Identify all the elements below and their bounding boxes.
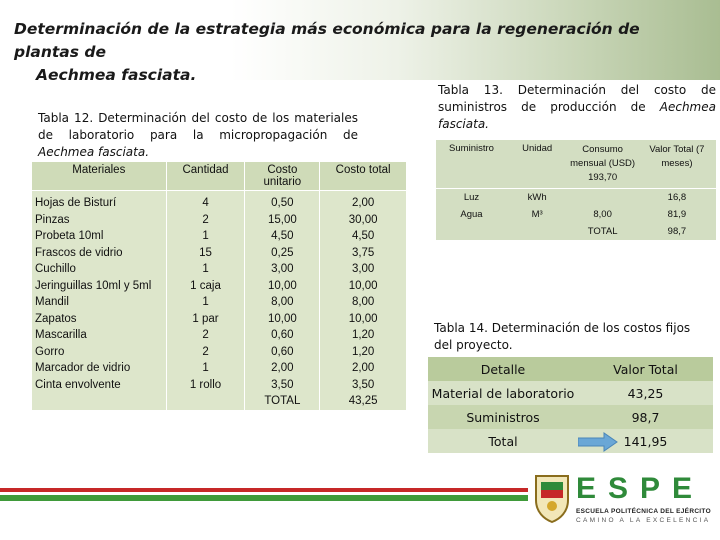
footer-bars: [0, 488, 528, 502]
espe-logo-subtitle: ESCUELA POLITÉCNICA DEL EJÉRCITO: [576, 508, 711, 515]
table-cell: 1: [202, 263, 209, 275]
table-cell: 8,00: [351, 296, 375, 308]
table14-material-detalle: Material de laboratorio: [431, 385, 575, 401]
table-cell: 0,50: [271, 197, 294, 209]
table-cell: 3,00: [271, 263, 294, 275]
table13-agua-consumo: 8,00: [593, 209, 612, 220]
table-cell: 1: [202, 230, 209, 242]
table-cell: 2,00: [351, 362, 375, 374]
table-cell: 1 rollo: [189, 378, 222, 391]
table14-header-detalle: Detalle: [480, 361, 526, 377]
table13-header-row: [436, 140, 716, 189]
table-cell: 8,00: [271, 296, 294, 308]
table12-materials-column: [32, 191, 166, 410]
table14-suministros-detalle: Suministros: [466, 409, 540, 425]
table12-header-costo-total: Costo total: [320, 162, 406, 191]
table-row: [428, 381, 713, 405]
table12-body: [32, 191, 406, 410]
table-cell: 1,20: [351, 329, 375, 341]
espe-logo: [528, 470, 718, 530]
table14-suministros-valor: 98,7: [631, 409, 660, 425]
table-cell: 1 par: [192, 312, 219, 325]
table13-agua-valor: 81,9: [667, 209, 687, 220]
table13-header-valor: Valor Total (7 meses): [638, 140, 716, 189]
slide-title: [14, 18, 664, 87]
table14-total-valor: 141,95: [623, 433, 668, 449]
table-cell: 1,20: [351, 345, 375, 358]
table-cell: 2,00: [271, 362, 294, 374]
table-cell: 2,00: [351, 197, 375, 209]
table-cell: 4,50: [271, 230, 294, 242]
table13-luz-consumo: 193,70: [588, 172, 618, 183]
table-cell: Pinzas: [35, 213, 70, 226]
table13-header-consumo-text: Consumo mensual (USD): [570, 144, 636, 169]
materials-table: [32, 162, 406, 410]
table-cell: 3,75: [351, 246, 375, 259]
table-row: [436, 189, 716, 207]
fixed-costs-table: [428, 357, 713, 453]
table13-total-value: 98,7: [667, 226, 687, 237]
table-row: [428, 405, 713, 429]
table-cell: 15: [199, 246, 212, 259]
footer-green-bar: [0, 495, 528, 501]
espe-shield-icon: [532, 472, 572, 524]
table12-caption-species: Aechmea fasciata.: [38, 145, 150, 159]
table12-unit-cost-column: [245, 191, 320, 410]
table-cell: Cinta envolvente: [35, 378, 121, 391]
table-cell: Marcador de vidrio: [35, 362, 131, 374]
table-cell: Jeringuillas 10ml y 5ml: [35, 279, 152, 292]
table-cell: [567, 189, 637, 207]
table12-header-row: [32, 162, 406, 191]
slide-title-line1: Determinación de la estrategia más económica para la regeneración de plantas de: [14, 20, 640, 61]
table14-material-valor: 43,25: [627, 385, 664, 401]
footer-red-bar: [0, 488, 528, 492]
table12-header-costo-unitario: Costo unitario: [245, 162, 320, 191]
table-cell: 2: [202, 345, 209, 358]
table-row: [436, 206, 716, 223]
table13-header-consumo: [567, 140, 637, 189]
table-cell: 3,50: [271, 378, 294, 391]
table13-agua-suministro: Agua: [460, 209, 483, 220]
table14-header-row: [428, 357, 713, 381]
arrow-right-icon: [578, 432, 618, 452]
table-cell: Mascarilla: [35, 329, 87, 341]
table12-caption: [38, 110, 358, 161]
table13-header-suministro: Suministro: [436, 140, 507, 189]
table-cell: 0,60: [271, 329, 294, 341]
table-cell: 3,00: [351, 263, 375, 275]
table13-total-label: TOTAL: [587, 226, 618, 237]
espe-logo-tagline: CAMINO A LA EXCELENCIA: [576, 517, 711, 524]
table-cell: Zapatos: [35, 312, 77, 325]
table12-header-cantidad: Cantidad: [166, 162, 245, 191]
table-cell: [436, 223, 507, 240]
table13-agua-unidad: M³: [531, 209, 543, 220]
table-cell: 2: [202, 329, 209, 341]
table12-caption-text: Tabla 12. Determinación del costo de los materiales de laboratorio para la micropropagación de: [38, 111, 358, 142]
table12-total-cost-column: [320, 191, 406, 410]
table13-header-unidad: Unidad: [507, 140, 567, 189]
table-cell: 4: [202, 197, 209, 209]
table12-total-label: TOTAL: [264, 395, 301, 407]
table13-caption-species: Aechmea fasciata.: [438, 100, 716, 131]
table13-luz-suministro: Luz: [463, 192, 480, 203]
table13-luz-valor: 16,8: [667, 192, 687, 203]
table-cell: 0,60: [271, 345, 294, 358]
table-cell: 10,00: [267, 279, 297, 292]
table-row: [436, 223, 716, 240]
table-cell: 10,00: [348, 279, 378, 292]
table14-header-valor: Valor Total: [613, 361, 678, 377]
table-cell: 4,50: [351, 230, 375, 242]
table-cell: 3,50: [351, 378, 375, 391]
table-cell: 2: [202, 213, 209, 226]
table-cell: Frascos de vidrio: [35, 246, 123, 259]
table-cell: 1 caja: [190, 279, 221, 292]
table-cell: Cuchillo: [35, 263, 76, 275]
table12-header-materiales: Materiales: [32, 162, 166, 191]
table12-grand-total: 43,25: [348, 395, 378, 407]
table-cell: Gorro: [35, 345, 65, 358]
table-cell: 10,00: [348, 312, 378, 325]
slide-title-line2: Aechmea fasciata.: [36, 66, 197, 84]
table-cell: 30,00: [348, 213, 378, 226]
table-cell: 0,25: [271, 246, 294, 259]
table-row: [428, 429, 713, 453]
table-cell: Probeta 10ml: [35, 230, 104, 242]
table-cell: 10,00: [267, 312, 297, 325]
table13-luz-unidad: kWh: [527, 192, 547, 203]
table-cell: 1: [202, 296, 209, 308]
table14-total-detalle: Total: [488, 433, 518, 449]
table-cell: 1: [202, 362, 209, 374]
supplies-table: [436, 140, 716, 240]
table14-caption: Tabla 14. Determinación de los costos fijos del proyecto.: [434, 321, 691, 352]
espe-logo-name: ESPE: [576, 472, 705, 505]
table13-caption-text: Tabla 13. Determinación del costo de suministros de producción de: [438, 83, 716, 114]
table-cell: 15,00: [267, 213, 297, 226]
table-cell: [507, 223, 567, 240]
table-cell: Mandil: [35, 296, 69, 308]
table12-quantity-column: [166, 191, 245, 410]
table-cell: Hojas de Bisturí: [35, 197, 117, 209]
table13-caption: [438, 82, 716, 133]
